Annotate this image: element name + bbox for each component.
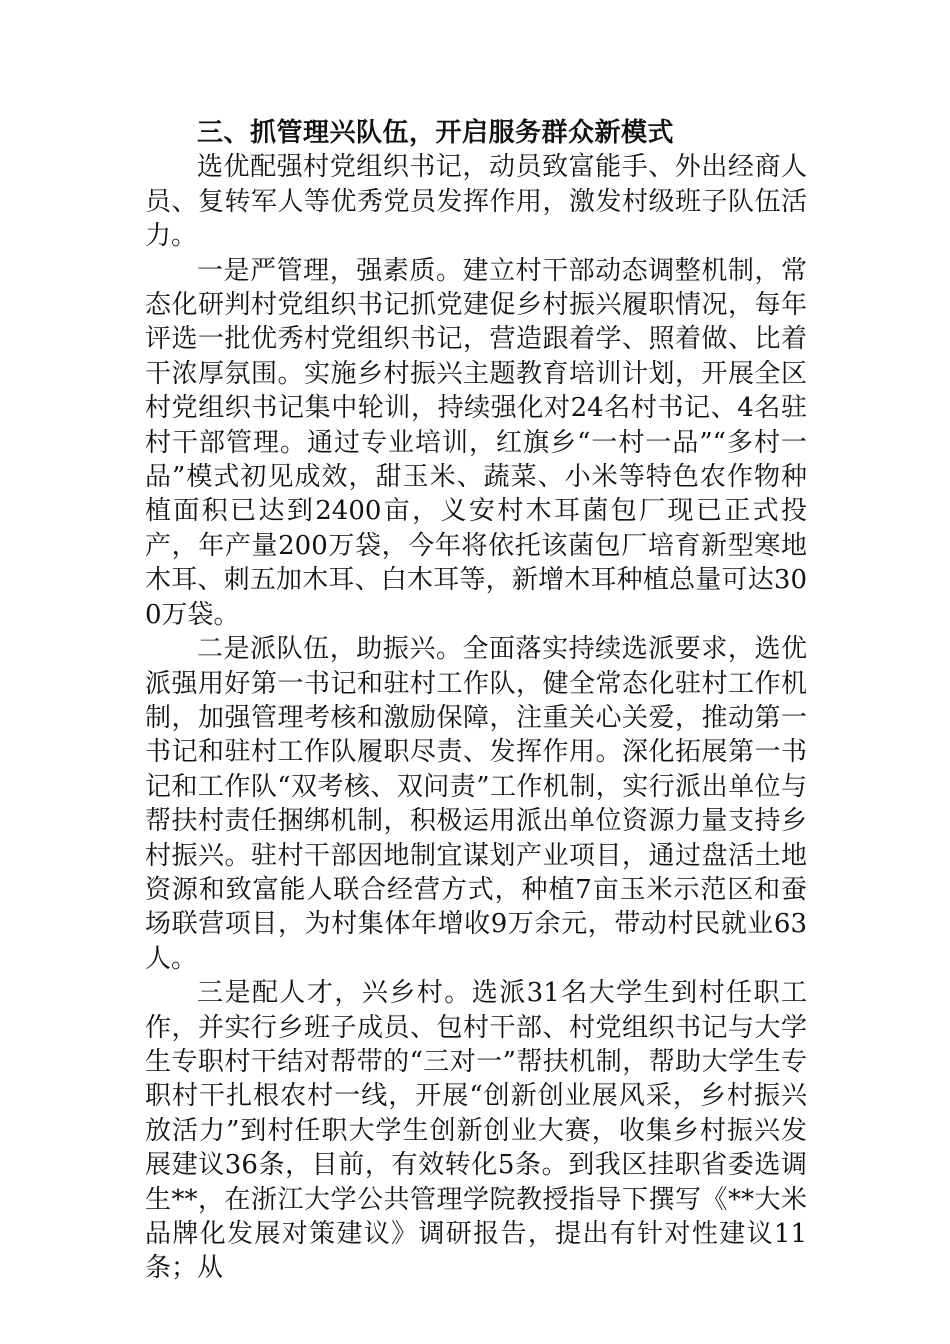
intro-paragraph: 选优配强村党组织书记，动员致富能手、外出经商人员、复转军人等优秀党员发挥作用，激发村级班子队伍活力。 [145, 152, 807, 252]
section-heading: 三、抓管理兴队伍，开启服务群众新模式 [197, 118, 675, 148]
document-page [145, 116, 807, 1286]
paragraph-dispatch-teams: 二是派队伍，助振兴。全面落实持续选派要求，选优派强用好第一书记和驻村工作队，健全常态化驻村工作机制，加强管理考核和激励保障，注重关心关爱，推动第一书记和驻村工作队履职尽责、发挥作用。深化拓展第一书记和工作队“双考核、双问责”工作机制，实行派出单位与帮扶村责任捆绑机制，积极运用派出单位资源力量支持乡村振兴。驻村干部因地制宜谋划产业项目，通过盘活土地资源和致富能人联合经营方式，种植7亩玉米示范区和蚕场联营项目，为村集体年增收9万余元，带动村民就业63人。 [145, 634, 807, 974]
paragraph-talent: 三是配人才，兴乡村。选派31名大学生到村任职工作，并实行乡班子成员、包村干部、村党组织书记与大学生专职村干结对帮带的“三对一”帮扶机制，帮助大学生专职村干扎根农村一线，开展“创新创业展风采，乡村振兴放活力”到村任职大学生创新创业大赛，收集乡村振兴发展建议36条，目前，有效转化5条。到我区挂职省委选调生**，在浙江大学公共管理学院教授指导下撰写《**大米品牌化发展对策建议》调研报告，提出有针对性建议11条；从 [145, 978, 807, 1284]
paragraph-strict-management: 一是严管理，强素质。建立村干部动态调整机制，常态化研判村党组织书记抓党建促乡村振兴履职情况，每年评选一批优秀村党组织书记，营造跟着学、照着做、比着干浓厚氛围。实施乡村振兴主题教育培训计划，开展全区村党组织书记集中轮训，持续强化对24名村书记、4名驻村干部管理。通过专业培训，红旗乡“一村一品”“多村一品”模式初见成效，甜玉米、蔬菜、小米等特色农作物种植面积已达到2400亩，义安村木耳菌包厂现已正式投产，年产量200万袋，今年将依托该菌包厂培育新型寒地木耳、刺五加木耳、白木耳等，新增木耳种植总量可达300万袋。 [145, 255, 807, 630]
